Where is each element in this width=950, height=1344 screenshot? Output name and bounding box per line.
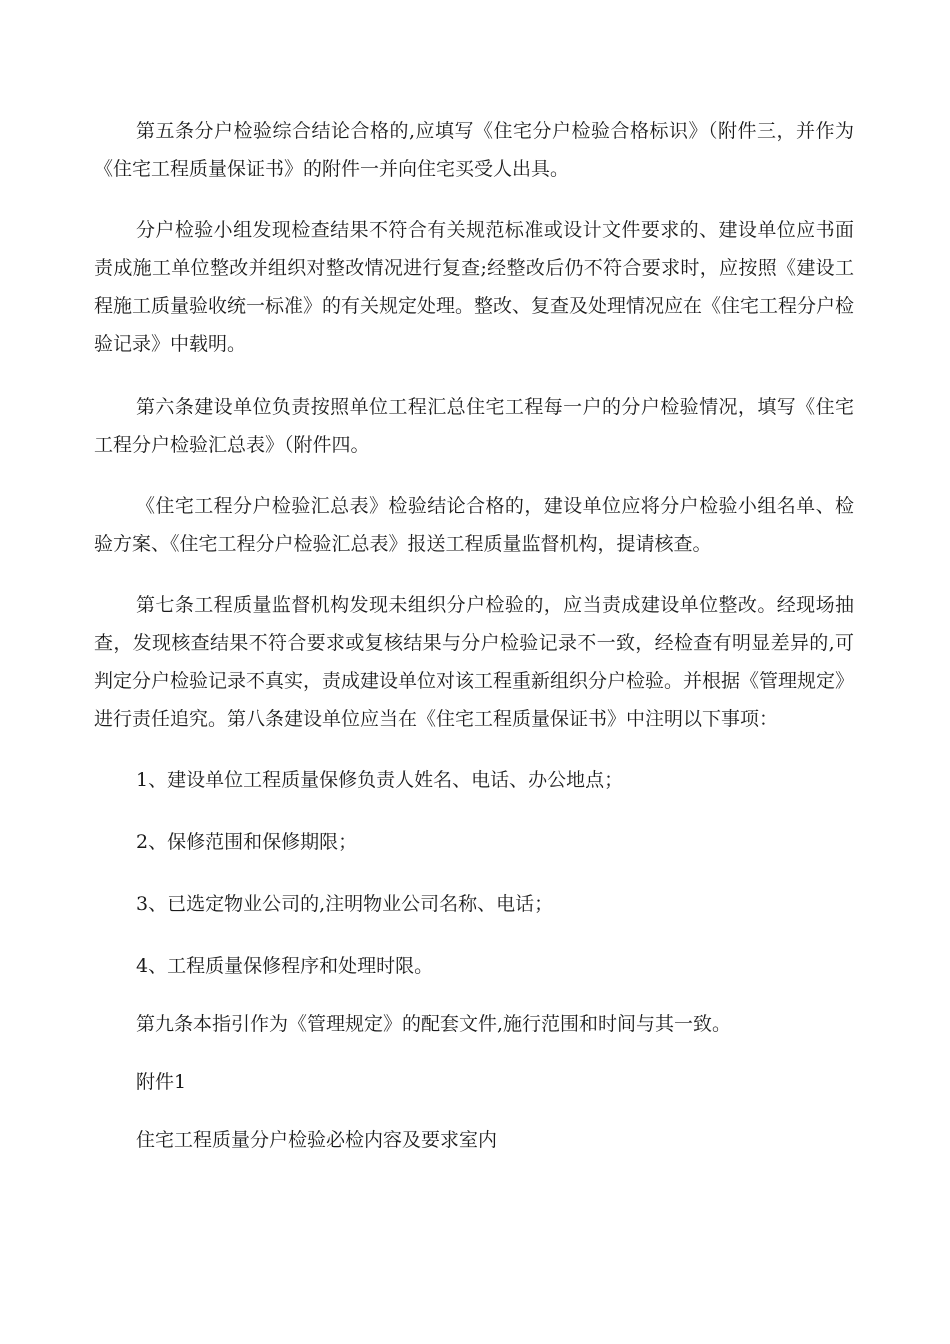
list-item: 1、建设单位工程质量保修负责人姓名、电话、办公地点；	[136, 769, 624, 791]
list-item: 4、工程质量保修程序和处理时限。	[136, 955, 434, 977]
document-body	[94, 112, 854, 1179]
attachment-title: 住宅工程质量分户检验必检内容及要求室内	[136, 1129, 498, 1151]
paragraph-summary-table: 《住宅工程分户检验汇总表》检验结论合格的，建设单位应将分户检验小组名单、检验方案、《住宅工程分户检验汇总表》报送工程质量监督机构，提请核查。	[94, 495, 854, 555]
paragraph-rectification: 分户检验小组发现检查结果不符合有关规范标准或设计文件要求的、建设单位应书面责成施工单位整改并组织对整改情况进行复查;经整改后仍不符合要求时，应按照《建设工程施工质量验收统一标准》的有关规定处理。整改、复查及处理情况应在《住宅工程分户检验记录》中载明。	[94, 219, 855, 355]
paragraph-article-5: 第五条分户检验综合结论合格的,应填写《住宅分户检验合格标识》（附件三，并作为《住宅工程质量保证书》的附件一并向住宅买受人出具。	[94, 120, 854, 180]
attachment-label: 附件1	[136, 1071, 187, 1093]
list-item: 3、已选定物业公司的,注明物业公司名称、电话；	[136, 893, 554, 915]
list-item: 2、保修范围和保修期限；	[136, 831, 358, 853]
paragraph-article-9: 第九条本指引作为《管理规定》的配套文件,施行范围和时间与其一致。	[136, 1013, 732, 1035]
paragraph-article-6: 第六条建设单位负责按照单位工程汇总住宅工程每一户的分户检验情况，填写《住宅工程分户检验汇总表》（附件四。	[94, 396, 854, 456]
item-list	[94, 761, 854, 985]
paragraph-article-7-8: 第七条工程质量监督机构发现未组织分户检验的，应当责成建设单位整改。经现场抽查，发现核查结果不符合要求或复核结果与分户检验记录不一致，经检查有明显差异的,可判定分户检验记录不真实，责成建设单位对该工程重新组织分户检验。并根据《管理规定》进行责任追究。第八条建设单位应当在《住宅工程质量保证书》中注明以下事项：	[94, 594, 855, 730]
